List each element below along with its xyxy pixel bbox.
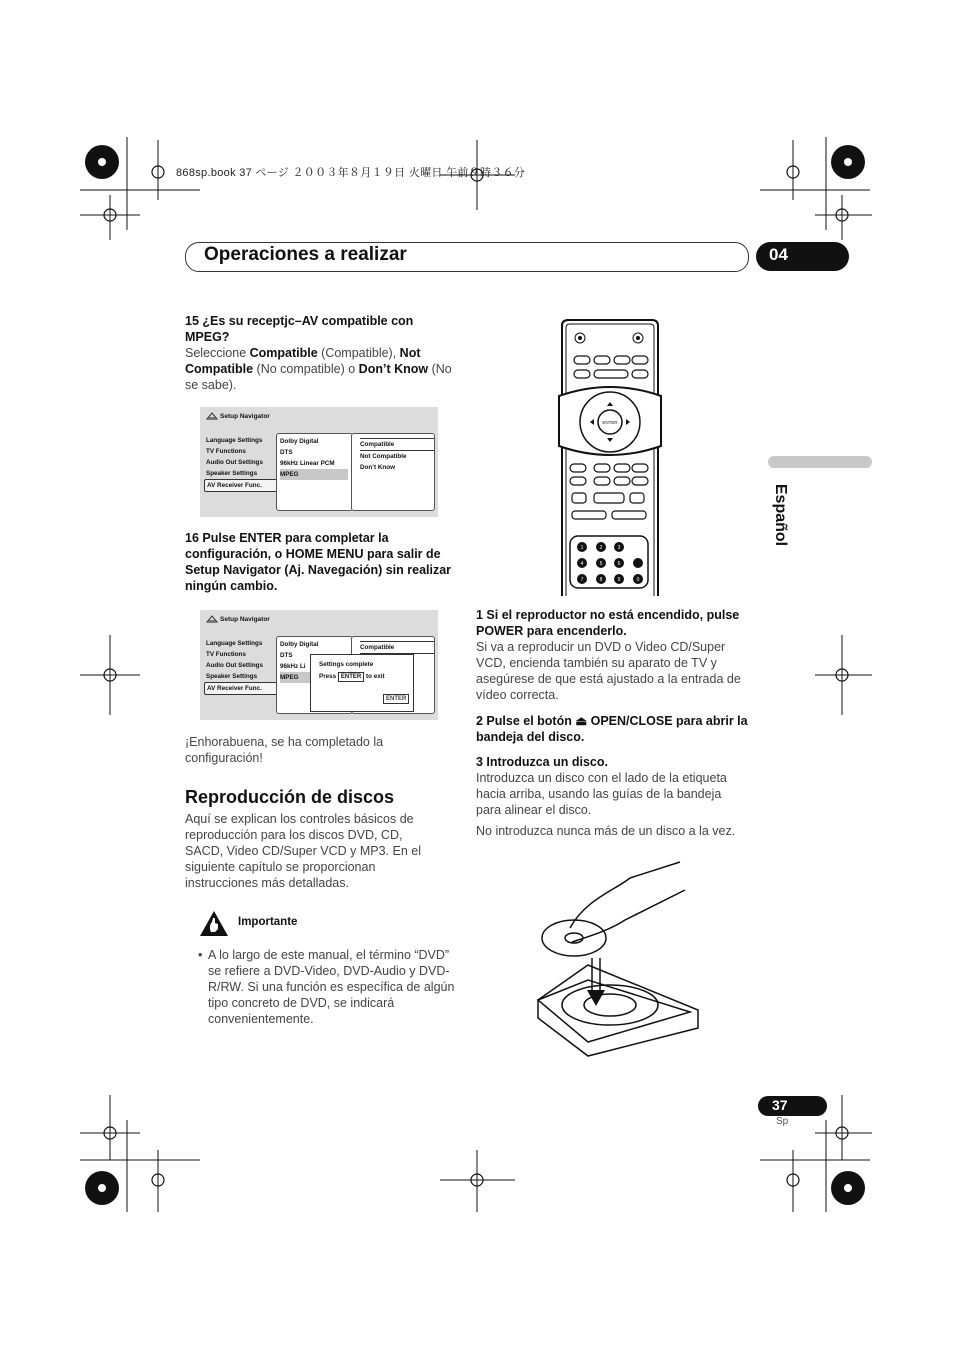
remote-key: 9 xyxy=(617,577,621,583)
important-label: Importante xyxy=(238,916,298,928)
language-label: Español xyxy=(772,483,789,547)
step-3-heading: 3 Introduzca un disco. xyxy=(476,755,608,769)
screen-title: Setup Navigator xyxy=(220,616,270,623)
value-item: DTS xyxy=(280,652,293,659)
important-bullet-text: A lo largo de este manual, el término “DVD” se refiere a DVD-Video, DVD-Audio y DVD-R/RW. Si una función es específica de algún tipo concreto de DVD, se indicará convenientemente. xyxy=(208,948,455,1026)
option-not-compatible: Not Compatible xyxy=(360,453,407,460)
menu-item: Language Settings xyxy=(206,437,263,444)
enter-button[interactable]: ENTER xyxy=(383,694,409,704)
print-header: 868sp.book 37 ページ ２００３年８月１９日 火曜日 午前９時３６分 xyxy=(176,167,526,179)
option-compatible: Compatible xyxy=(360,641,434,654)
screen-menu xyxy=(206,638,282,695)
menu-item: Audio Out Settings xyxy=(206,459,264,466)
screen-menu xyxy=(206,435,282,492)
bullet-dot: • xyxy=(198,948,203,962)
page-language-code: Sp xyxy=(776,1116,789,1127)
remote-key: 4 xyxy=(580,561,584,567)
options-panel xyxy=(351,433,435,511)
step-15-heading: 15 ¿Es su receptjc–AV compatible con MPEG? xyxy=(185,314,414,344)
page-title: Operaciones a realizar xyxy=(204,244,407,265)
value-item: Dolby Digital xyxy=(280,641,319,648)
remote-key: 8 xyxy=(599,577,603,583)
menu-item: TV Functions xyxy=(206,448,246,455)
menu-item-selected: AV Receiver Func. xyxy=(204,479,282,492)
setup-navigator-screen-1 xyxy=(200,407,438,517)
menu-item: TV Functions xyxy=(206,651,246,658)
step-16-heading: 16 Pulse ENTER para completar la configuración, o HOME MENU para salir de Setup Navigator (Aj. Navegación) sin realizar ningún cambio. xyxy=(185,531,452,593)
chapter-number: 04 xyxy=(769,245,788,264)
step-1-heading: 1 Si el reproductor no está encendido, pulse POWER para encenderlo. xyxy=(476,608,740,638)
screen-title: Setup Navigator xyxy=(220,413,270,420)
value-item: 96kHz Li xyxy=(280,663,306,670)
step-15-text: Seleccione Compatible (Compatible), Not Compatible (No compatible) o Don’t Know (No se sabe). xyxy=(185,346,452,392)
value-item: DTS xyxy=(280,449,293,456)
remote-key: 5 xyxy=(599,561,603,567)
remote-control-illustration xyxy=(556,318,664,596)
value-item-selected: MPEG xyxy=(280,672,348,683)
option-compatible: Compatible xyxy=(360,438,434,451)
page-number: 37 xyxy=(772,1097,788,1113)
enter-key: ENTER xyxy=(338,672,364,682)
remote-key: 0 xyxy=(636,577,640,583)
language-bar xyxy=(768,456,872,468)
step-3-warning: No introduzca nunca más de un disco a la vez. xyxy=(476,824,736,838)
settings-complete-popup xyxy=(310,654,414,712)
language-tab xyxy=(760,478,800,552)
menu-item: Audio Out Settings xyxy=(206,662,264,669)
remote-key: 1 xyxy=(580,545,584,551)
value-item: 96kHz Linear PCM xyxy=(280,460,335,467)
menu-item-selected: AV Receiver Func. xyxy=(204,682,282,695)
enter-label: ENTER xyxy=(602,420,618,425)
setup-navigator-icon xyxy=(206,614,218,624)
value-item: Dolby Digital xyxy=(280,438,319,445)
setup-navigator-screen-2 xyxy=(200,610,438,720)
menu-item: Speaker Settings xyxy=(206,673,258,680)
congrats-text: ¡Enhorabuena, se ha completado la configuración! xyxy=(185,735,384,765)
menu-item: Language Settings xyxy=(206,640,263,647)
disc-insert-illustration xyxy=(530,860,700,1060)
step-3-text: Introduzca un disco con el lado de la etiqueta hacia arriba, usando las guías de la bandeja para alinear el disco. xyxy=(476,771,727,817)
remote-key: 7 xyxy=(580,577,584,583)
section-intro: Aquí se explican los controles básicos de reproducción para los discos DVD, CD, SACD, Video CD/Super VCD y MP3. En el siguiente capítulo se proporcionan instrucciones más detalladas. xyxy=(185,812,421,890)
page-number-badge xyxy=(758,1096,827,1116)
value-item-selected: MPEG xyxy=(280,469,348,480)
setup-navigator-icon xyxy=(206,411,218,421)
step-2-heading: 2 Pulse el botón ⏏ OPEN/CLOSE para abrir la bandeja del disco. xyxy=(476,714,748,744)
section-title: Reproducción de discos xyxy=(185,787,395,807)
option-dont-know: Don’t Know xyxy=(360,464,395,471)
remote-key: 2 xyxy=(599,545,603,551)
menu-item: Speaker Settings xyxy=(206,470,258,477)
remote-key: 3 xyxy=(617,545,621,551)
warning-icon xyxy=(199,910,229,937)
popup-title: Settings complete xyxy=(319,661,374,668)
step-1-text: Si va a reproducir un DVD o Video CD/Super VCD, encienda también su aparato de TV y asegúrese de que está ajustado a la entrada de vídeo correcta. xyxy=(476,640,741,702)
values-panel xyxy=(276,433,353,511)
popup-instruction: Press ENTER to exit xyxy=(319,673,385,680)
remote-key: 6 xyxy=(617,561,621,567)
